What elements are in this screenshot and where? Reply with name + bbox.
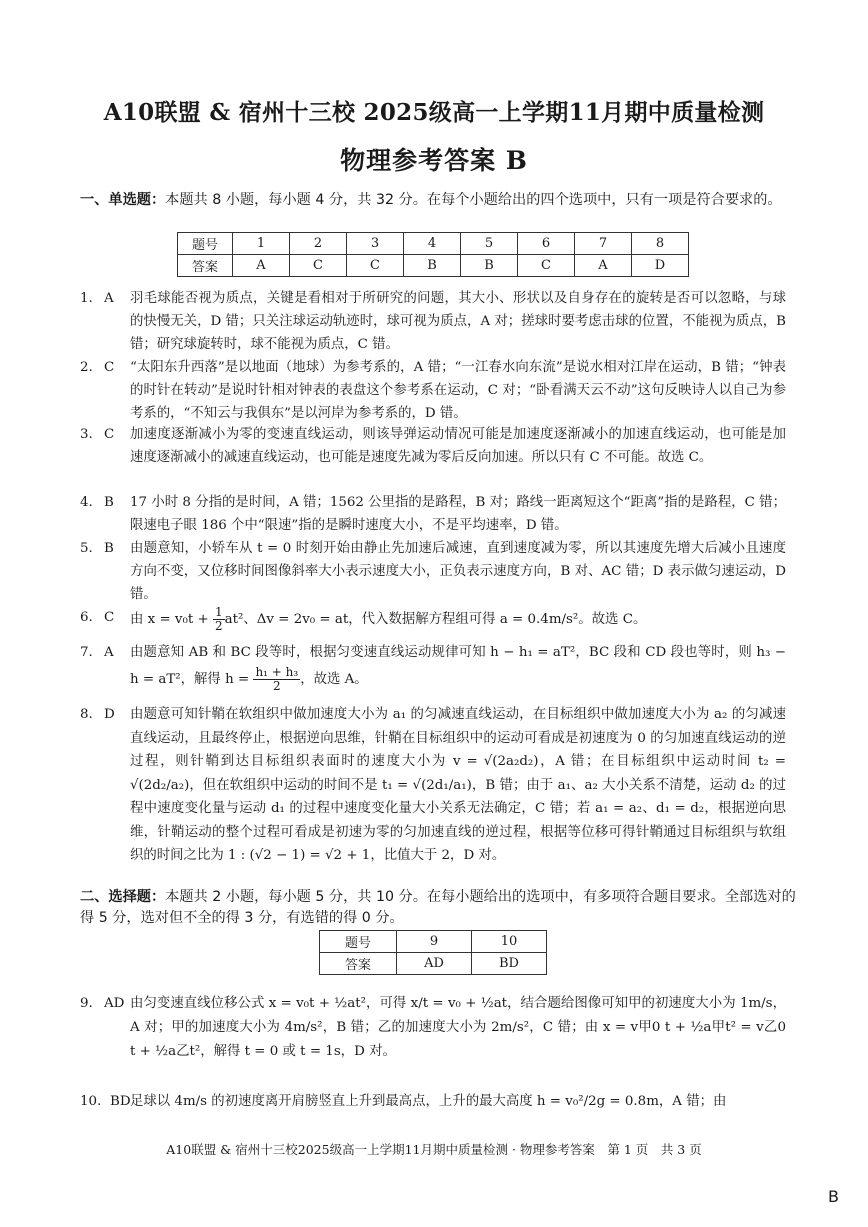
table-row [320, 931, 547, 953]
formula-text: 由题意知 AB 和 BC 段等时，根据匀变速直线运动规律可知 h − h₁ = aT²，BC 段和 CD 段也等时，则 h₃ − h = aT²，解得 h = [130, 645, 786, 687]
fraction-denominator: 2 [214, 619, 223, 633]
question-explanation: 由匀变速直线位移公式 x = v₀t + ½at²，可得 x/t = v₀ + ½at，结合题给图像可知甲的初速度大小为 1m/s，A 对；甲的加速度大小为 4m/s²，B 错；乙的加速度大小为 2m/s²，C 错；由 x = v甲0 t + ½a甲t² = v乙0 t + ½a乙t²，解得 t = 0 或 t = 1s，D 对。 [130, 996, 786, 1059]
question-6 [80, 606, 786, 633]
table-cell: B [404, 255, 461, 277]
question-7 [80, 640, 786, 693]
table-cell: 1 [233, 233, 290, 255]
formula-text: ，故选 A。 [300, 672, 368, 687]
question-3 [80, 423, 786, 469]
question-number: 5. [80, 541, 93, 556]
table-cell: 5 [461, 233, 518, 255]
table-header-cell: 答案 [320, 953, 397, 975]
table-cell: A [233, 255, 290, 277]
question-number: 9. [80, 996, 93, 1011]
question-number: 7. [80, 645, 93, 660]
question-number: 6. [80, 610, 93, 625]
question-1 [80, 287, 786, 356]
question-4 [80, 491, 786, 537]
section-instructions: 本题共 8 小题，每小题 4 分，共 32 分。在每个小题给出的四个选项中，只有一项是符合要求的。 [165, 192, 782, 208]
question-explanation: 17 小时 8 分指的是时间，A 错；1562 公里指的是路程，B 对；路线一距离短这个“距离”指的是路程，C 错；限速电子眼 186 个中“限速”指的是瞬时速度大小，不是平均速率，D 错。 [130, 495, 786, 533]
question-number: 8. [80, 707, 93, 722]
question-explanation: 羽毛球能否视为质点，关键是看相对于所研究的问题，其大小、形状以及自身存在的旋转是否可以忽略，与球的快慢无关，D 错；只关注球运动轨迹时，球可视为质点，A 对；搓球时要考虑击球的位置，不能视为质点，B 错；研究球旋转时，球不能视为质点，C 错。 [130, 291, 786, 352]
table-header-cell: 答案 [178, 255, 233, 277]
table-cell: 9 [397, 931, 472, 953]
table-cell: 7 [575, 233, 632, 255]
table-row [178, 233, 689, 255]
question-5 [80, 537, 786, 606]
question-explanation [130, 606, 786, 633]
table-cell: C [347, 255, 404, 277]
table-header-cell: 题号 [320, 931, 397, 953]
table-cell: D [632, 255, 689, 277]
fraction-numerator: h₁ + h₃ [255, 665, 299, 679]
answer-key-title: 物理参考答案 B [340, 146, 528, 175]
table-cell: 3 [347, 233, 404, 255]
section-single-choice-heading [80, 190, 800, 211]
section-instructions: 本题共 2 小题，每小题 5 分，共 10 分。在每小题给出的选项中，有多项符合题目要求。全部选对的得 5 分，选对但不全的得 3 分，有选错的得 0 分。 [80, 889, 796, 926]
table-header-cell: 题号 [178, 233, 233, 255]
table-cell: C [518, 255, 575, 277]
table-cell: 4 [404, 233, 461, 255]
section-multi-choice-heading [80, 887, 800, 929]
question-explanation: 加速度逐渐减小为零的变速直线运动，则该导弹运动情况可能是加速度逐渐减小的加速直线运动，也可能是加速度逐渐减小的减速直线运动，也可能是速度先减为零后反向加速。所以只有 C 不可能。故选 C。 [130, 427, 786, 465]
question-number: 3. [80, 427, 93, 442]
table-cell: 6 [518, 233, 575, 255]
question-answer: B [104, 541, 114, 556]
table-cell: 10 [472, 931, 547, 953]
table-cell: B [461, 255, 518, 277]
question-answer: BD [110, 1094, 131, 1109]
fraction-numerator: 1 [214, 605, 223, 619]
question-explanation: 由题意知，小轿车从 t = 0 时刻开始由静止先加速后减速，直到速度减为零，所以其速度先增大后减小且速度方向不变，又位移时间图像斜率大小表示速度大小，正负表示速度方向，B 对、AC 错；D 表示做匀速运动，D 错。 [130, 541, 786, 602]
table-cell: AD [397, 953, 472, 975]
question-answer: AD [104, 996, 125, 1011]
question-answer: D [104, 707, 115, 722]
version-mark: B [828, 1187, 839, 1206]
question-answer: A [104, 645, 114, 660]
table-cell: 2 [290, 233, 347, 255]
question-9 [80, 992, 786, 1064]
exam-title: A10联盟 & 宿州十三校 2025级高一上学期11月期中质量检测 [103, 99, 765, 126]
table-cell: A [575, 255, 632, 277]
formula-text: 由 x = v₀t + [130, 612, 213, 627]
section-label: 二、选择题： [80, 889, 166, 905]
question-answer: C [104, 360, 115, 375]
fraction-denominator: 2 [273, 679, 281, 693]
fraction [213, 606, 225, 633]
question-8 [80, 703, 786, 868]
question-answer: C [104, 610, 115, 625]
question-explanation: 由题意可知针鞘在软组织中做加速度大小为 a₁ 的匀减速直线运动，在目标组织中做加速度大小为 a₂ 的匀减速直线运动，且最终停止，根据逆向思维，针鞘在目标组织中的运动可看成是初速度为 0 的匀加速直线运动的逆过程，则针鞘到达目标组织表面时的速度大小为 v = √(2a₂d₂)，A 错；在目标组织中运动时间 t₂ = √(2d₂/a₂)，但在软组织中运动的时间不是 t₁ = √(2d₁/a₁)，B 错；由于 a₁、a₂ 大小关系不清楚，运动 d₂ 的过程中速度变化量与运动 d₁ 的过程中速度变化量大小关系无法确定，C 错；若 a₁ = a₂、d₁ = d₂，根据逆向思维，针鞘运动的整个过程可看成是初速为零的匀加速直线的逆过程，根据等位移可得针鞘通过目标组织与软组织的时间之比为 1 : (√2 − 1) = √2 + 1，比值大于 2，D 对。 [130, 707, 786, 863]
question-10 [80, 1090, 786, 1113]
table-cell: C [290, 255, 347, 277]
answer-table-1 [177, 232, 689, 277]
question-number: 2. [80, 360, 93, 375]
answer-table-2 [319, 930, 547, 975]
page-footer: A10联盟 & 宿州十三校2025级高一上学期11月期中质量检测 · 物理参考答案 第 1 页 共 3 页 [166, 1142, 702, 1157]
question-answer: B [104, 495, 114, 510]
formula-text: at²、Δv = 2v₀ = at，代入数据解方程组可得 a = 0.4m/s²。故选 C。 [224, 612, 647, 627]
question-2 [80, 356, 786, 425]
section-label: 一、单选题： [80, 192, 166, 208]
table-cell: BD [472, 953, 547, 975]
question-number: 10. [80, 1094, 102, 1109]
question-explanation: “太阳东升西落”是以地面（地球）为参考系的，A 错；“一江春水向东流”是说水相对江岸在运动，B 错；“钟表的时针在转动”是说时针相对钟表的表盘这个参考系在运动，C 对；“卧看满天云不动”这句反映诗人以自己为参考系的，“不知云与我俱东”是以河岸为参考系的，D 错。 [130, 360, 786, 421]
question-number: 4. [80, 495, 93, 510]
question-answer: C [104, 427, 115, 442]
table-row [178, 255, 689, 277]
table-row [320, 953, 547, 975]
fraction [253, 666, 300, 693]
question-explanation: 足球以 4m/s 的初速度离开肩膀竖直上升到最高点，上升的最大高度 h = v₀²/2g = 0.8m，A 错；由 [130, 1094, 727, 1109]
question-number: 1. [80, 291, 93, 306]
question-answer: A [104, 291, 114, 306]
question-explanation [130, 640, 786, 693]
table-cell: 8 [632, 233, 689, 255]
